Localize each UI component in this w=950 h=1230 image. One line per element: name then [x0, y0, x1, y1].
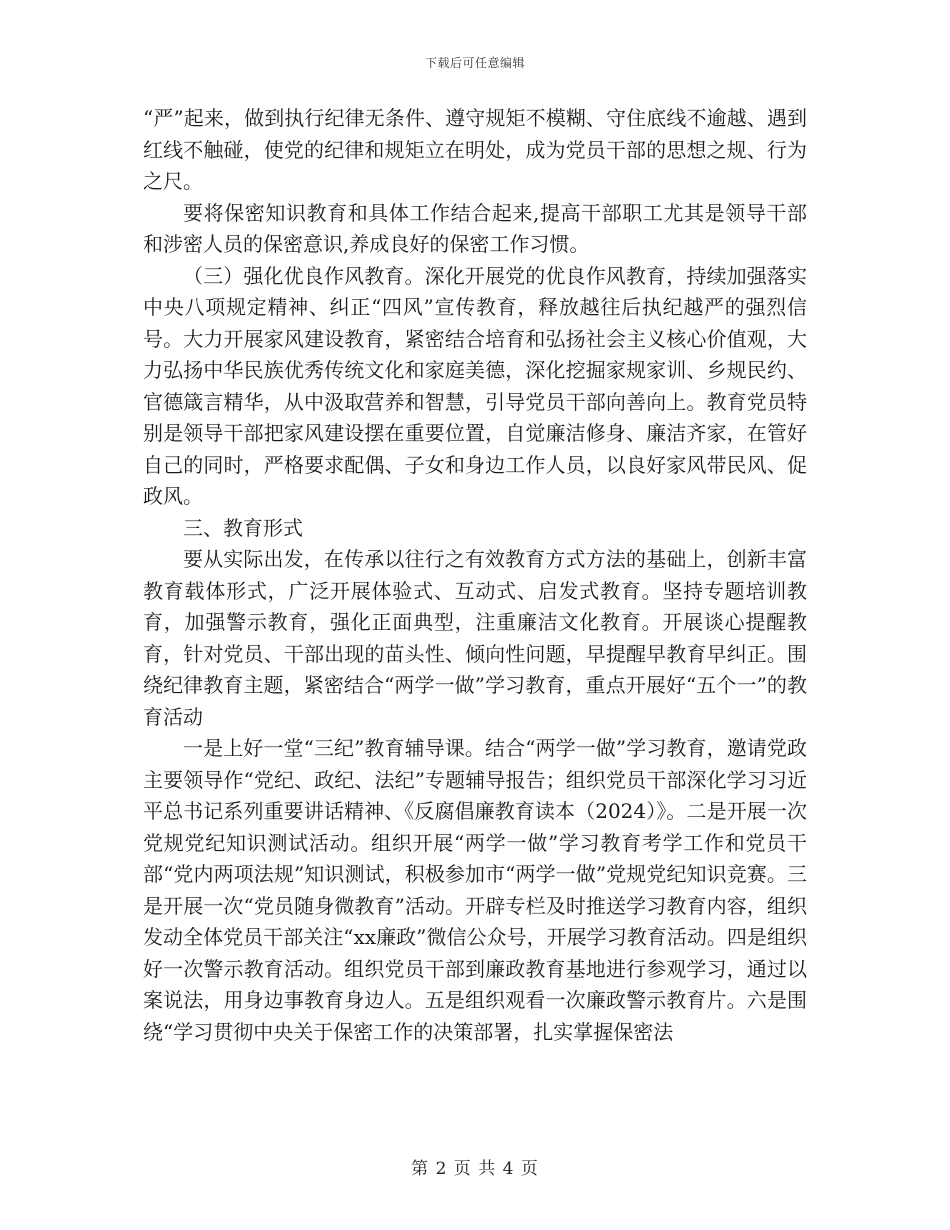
paragraph-education-forms: 要从实际出发，在传承以往行之有效教育方式方法的基础上，创新丰富教育载体形式，广泛开展体验式、互动式、启发式教育。坚持专题培训教育，加强警示教育，强化正面典型，注重廉洁文化教育。开展谈心提醒教育，针对党员、干部出现的苗头性、倾向性问题，早提醒早教育早纠正。围绕纪律教育主题，紧密结合“两学一做”学习教育，重点开展好“五个一”的教育活动: [143, 547, 807, 729]
paragraph-continuation: “严”起来，做到执行纪律无条件、遵守规矩不模糊、守住底线不逾越、遇到红线不触碰，使党的纪律和规矩立在明处，成为党员干部的思想之规、行为之尺。: [143, 106, 807, 193]
page-number: 第 2 页 共 4 页: [411, 1159, 539, 1179]
document-body: [143, 103, 807, 1048]
section-heading-education-forms: 三、教育形式: [183, 515, 303, 540]
header-note: 下载后可任意编辑: [424, 56, 525, 70]
paragraph-confidentiality: 要将保密知识教育和具体工作结合起来,提高干部职工尤其是领导干部和涉密人员的保密意识,养成良好的保密工作习惯。: [143, 200, 807, 256]
paragraph-style-education: （三）强化优良作风教育。深化开展党的优良作风教育，持续加强落实中央八项规定精神、纠正“四风”宣传教育，释放越往后执纪越严的强烈信号。大力开展家风建设教育，紧密结合培育和弘扬社会主义核心价值观，大力弘扬中华民族优秀传统文化和家庭美德，深化挖掘家规家训、乡规民约、官德箴言精华，从中汲取营养和智慧，引导党员干部向善向上。教育党员特别是领导干部把家风建设摆在重要位置，自觉廉洁修身、廉洁齐家，在管好自己的同时，严格要求配偶、子女和身边工作人员，以良好家风带民风、促政风。: [143, 263, 807, 508]
paragraph-activities: 一是上好一堂“三纪”教育辅导课。结合“两学一做”学习教育，邀请党政主要领导作“党纪、政纪、法纪”专题辅导报告；组织党员干部深化学习习近平总书记系列重要讲话精神、《反腐倡廉教育读本（2024）》。二是开展一次党规党纪知识测试活动。组织开展“两学一做”学习教育考学工作和党员干部“党内两项法规”知识测试，积极参加市“两学一做”党规党纪知识竞赛。三是开展一次“党员随身微教育”活动。开辟专栏及时推送学习教育内容，组织发动全体党员干部关注“xx廉政”微信公众号，开展学习教育活动。四是组织好一次警示教育活动。组织党员干部到廉政教育基地进行参观学习，通过以案说法，用身边事教育身边人。五是组织观看一次廉政警示教育片。六是围绕“学习贯彻中央关于保密工作的决策部署，扎实掌握保密法: [143, 736, 807, 1044]
